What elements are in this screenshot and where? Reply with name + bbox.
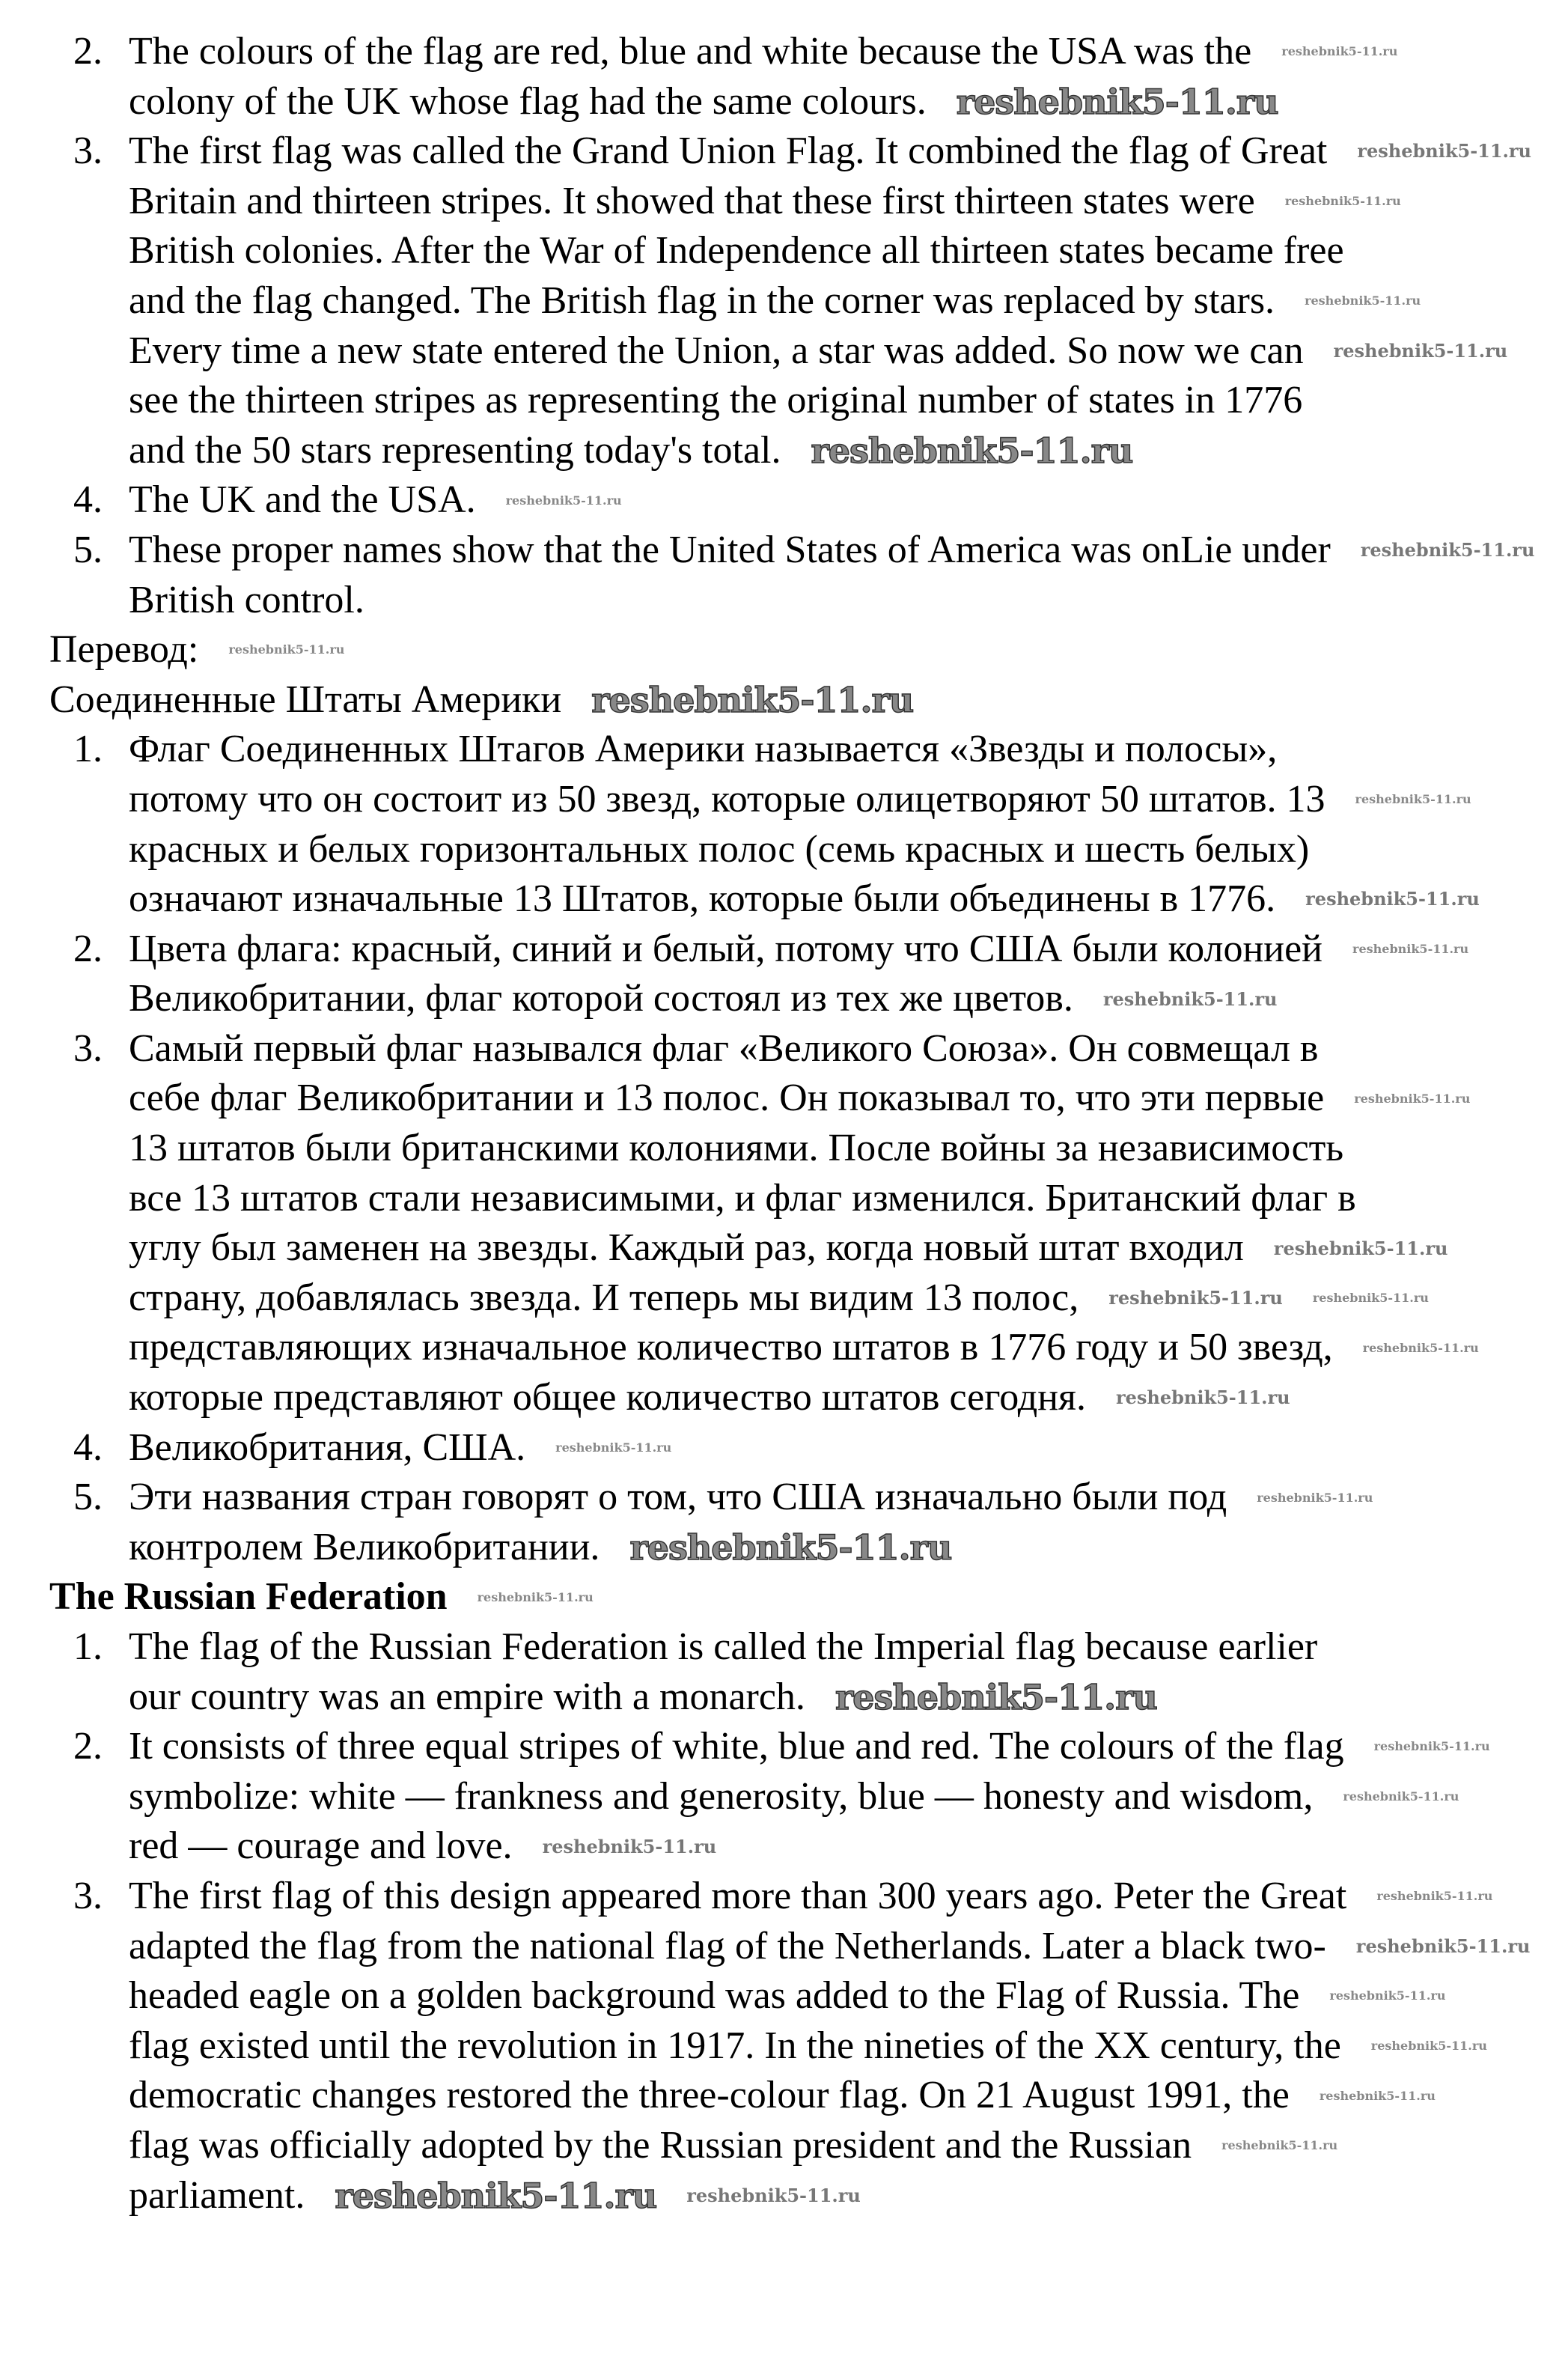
list-item-number: 1. [73,1625,103,1668]
list-item-text: symbolize: white — frankness and generosity, blue — honesty and wisdom, [129,1774,1314,1818]
list-item-text: adapted the flag from the national flag of the Netherlands. Later a black two- [129,1924,1326,1967]
section-title-usa-ru: Соединенные Штаты Америки [49,678,562,721]
watermark: reshebnik5-11.ru [686,2184,861,2206]
list-item-text: контролем Великобритании. [129,1525,600,1568]
watermark: reshebnik5-11.ru [228,642,345,657]
watermark: reshebnik5-11.ru [1376,1889,1493,1904]
watermark: reshebnik5-11.ru [1281,44,1398,59]
list-item-text: flag existed until the revolution in 1917. In the nineties of the XX century, the [129,2024,1341,2067]
list-item-text: страну, добавлялась звезда. И теперь мы видим 13 полос, [129,1276,1079,1319]
list-item-text: Эти названия стран говорят о том, что США изначально были под [129,1476,1227,1519]
list-item-text: parliament. [129,2173,305,2217]
list-item-text: The flag of the Russian Federation is called the Imperial flag because earlier [129,1625,1318,1668]
watermark: reshebnik5-11.ru [1354,1091,1471,1106]
list-item-text: It consists of three equal stripes of white, blue and red. The colours of the flag [129,1725,1344,1768]
watermark: reshebnik5-11.ru [1343,1789,1459,1804]
watermark: reshebnik5-11.ru [555,1440,672,1455]
watermark: reshebnik5-11.ru [1221,2138,1338,2153]
list-item-text: colony of the UK whose flag had the same colours. [129,79,927,123]
watermark: reshebnik5-11.ru [1355,792,1471,807]
list-item-number: 1. [73,728,103,771]
watermark: reshebnik5-11.ru [1357,140,1532,162]
list-item-number: 2. [73,927,103,970]
watermark: reshebnik5-11.ru [1373,1739,1490,1754]
list-item-text: Every time a new state entered the Union, a star was added. So now we can [129,329,1304,372]
list-item-number: 3. [73,1874,103,1917]
watermark: reshebnik5-11.ru [1305,888,1480,910]
list-item-text: 13 штатов были британскими колониями. После войны за независимость [129,1127,1344,1170]
watermark: reshebnik5-11.ru [1284,194,1401,209]
list-item-number: 3. [73,130,103,173]
watermark: reshebnik5-11.ru [1352,941,1469,956]
list-item-number: 4. [73,478,103,522]
list-item-text: углу был заменен на звезды. Каждый раз, когда новый штат входил [129,1226,1244,1270]
watermark: reshebnik5-11.ru [1360,539,1535,561]
list-item-text: Флаг Соединенных Штагов Америки называется «Звезды и полосы», [129,728,1278,771]
list-item-text: and the 50 stars representing today's total. [129,428,781,472]
watermark: reshebnik5-11.ru [505,493,622,508]
list-item-number: 4. [73,1425,103,1469]
list-item-text: The colours of the flag are red, blue and white because the USA was the [129,30,1252,73]
list-item-number: 5. [73,1476,103,1519]
watermark: reshebnik5-11.ru [1108,1287,1283,1309]
list-item-text: democratic changes restored the three-colour flag. On 21 August 1991, the [129,2074,1290,2117]
watermark: reshebnik5-11.ru [1362,1340,1479,1355]
watermark: reshebnik5-11.ru [1273,1237,1448,1259]
watermark: reshebnik5-11.ru [1355,1935,1531,1957]
translation-label: Перевод: [49,628,199,672]
list-item-text: Цвета флага: красный, синий и белый, потому что США были колонией [129,927,1323,970]
watermark: reshebnik5-11.ru [1370,2039,1487,2054]
watermark: reshebnik5-11.ru [1257,1490,1373,1505]
watermark: reshebnik5-11.ru [1115,1387,1290,1409]
watermark: reshebnik5-11.ru [1102,987,1278,1010]
list-item-text: себе флаг Великобритании и 13 полос. Он показывал то, что эти первые [129,1077,1325,1120]
list-item-text: headed eagle on a golden background was added to the Flag of Russia. The [129,1974,1300,2018]
list-item-text: These proper names show that the United States of America was onLie under [129,528,1331,571]
list-item-text: Britain and thirteen stripes. It showed that these first thirteen states were [129,179,1255,222]
list-item-text: The UK and the USA. [129,478,476,522]
list-item-text: red — courage and love. [129,1824,513,1868]
list-item-text: The first flag of this design appeared more than 300 years ago. Peter the Great [129,1874,1347,1917]
watermark: reshebnik5-11.ru [811,430,1133,472]
watermark: reshebnik5-11.ru [477,1589,594,1604]
watermark: reshebnik5-11.ru [629,1527,952,1568]
list-item-number: 5. [73,528,103,571]
list-item-text: которые представляют общее количество штатов сегодня. [129,1376,1086,1419]
list-item-text: Самый первый флаг назывался флаг «Великого Союза». Он совмещал в [129,1026,1319,1070]
list-item-text: потому что он состоит из 50 звезд, которые олицетворяют 50 штатов. 13 [129,777,1326,821]
list-item-number: 3. [73,1026,103,1070]
list-item-text: and the flag changed. The British flag in the corner was replaced by stars. [129,278,1275,322]
list-item-text: British control. [129,578,364,621]
watermark: reshebnik5-11.ru [335,2175,657,2216]
list-item-text: see the thirteen stripes as representing the original number of states in 1776 [129,379,1303,422]
list-item-text: все 13 штатов стали независимыми, и флаг изменился. Британский флаг в [129,1176,1356,1220]
watermark: reshebnik5-11.ru [1333,339,1508,362]
watermark: reshebnik5-11.ru [1319,2088,1436,2103]
list-item-text: Великобритании, флаг которой состоял из тех же цветов. [129,977,1073,1020]
section-title-russian-federation: The Russian Federation [49,1575,448,1619]
watermark: reshebnik5-11.ru [591,680,914,721]
list-item-text: Великобритания, США. [129,1425,526,1469]
watermark: reshebnik5-11.ru [835,1676,1157,1717]
list-item-number: 2. [73,1725,103,1768]
watermark: reshebnik5-11.ru [956,81,1278,122]
list-item-text: красных и белых горизонтальных полос (семь красных и шесть белых) [129,827,1310,871]
list-item-text: означают изначальные 13 Штатов, которые были объединены в 1776. [129,877,1276,921]
list-item-text: our country was an empire with a monarch. [129,1675,805,1718]
list-item-text: The first flag was called the Grand Union Flag. It combined the flag of Great [129,130,1328,173]
list-item-text: flag was officially adopted by the Russian president and the Russian [129,2123,1192,2167]
list-item-text: представляющих изначальное количество штатов в 1776 году и 50 звезд, [129,1326,1333,1369]
watermark: reshebnik5-11.ru [1305,293,1421,308]
list-item-number: 2. [73,30,103,73]
watermark: reshebnik5-11.ru [1312,1291,1429,1306]
watermark: reshebnik5-11.ru [1329,1988,1446,2003]
watermark: reshebnik5-11.ru [542,1835,717,1857]
list-item-text: British colonies. After the War of Independence all thirteen states became free [129,229,1344,273]
